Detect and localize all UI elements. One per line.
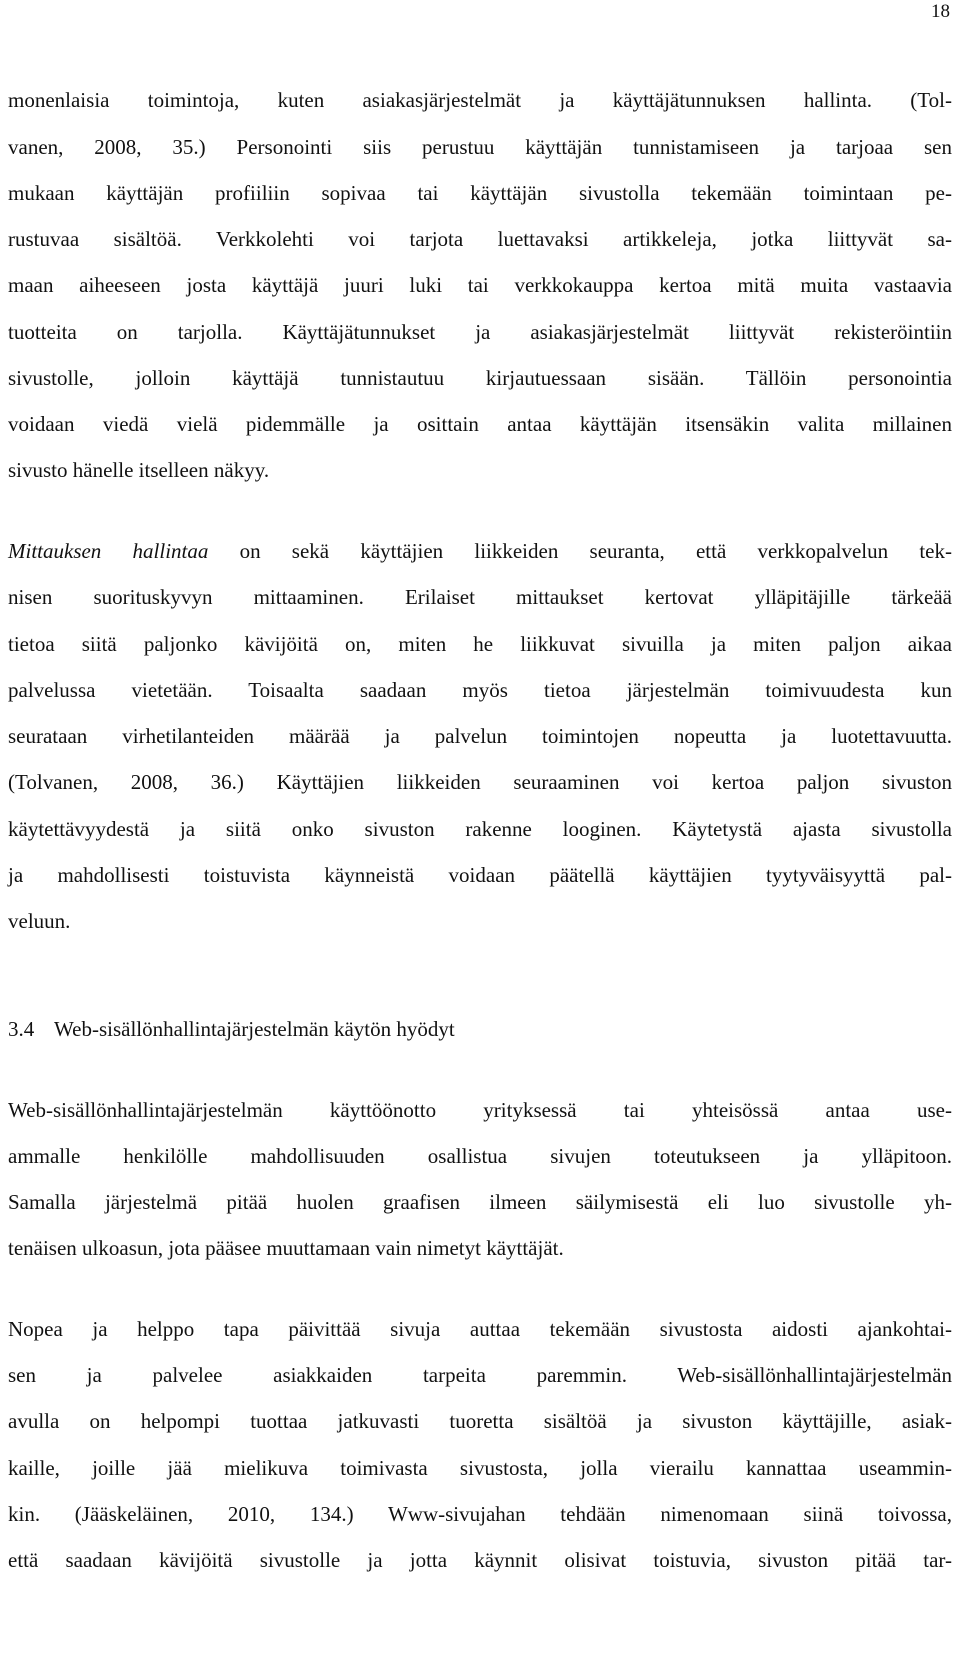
text-line: Nopea ja helppo tapa päivittää sivuja auttaa tekemään sivustosta aidosti ajankohtai- — [8, 1317, 952, 1341]
text-line: palvelussa vietetään. Toisaalta saadaan myös tietoa järjestelmän toimivuudesta kun — [8, 678, 952, 702]
text-line: sen ja palvelee asiakkaiden tarpeita paremmin. Web-sisällönhallintajärjestelmän — [8, 1363, 952, 1387]
text-line: vanen, 2008, 35.) Personointi siis perustuu käyttäjän tunnistamiseen ja tarjoaa sen — [8, 135, 952, 159]
text-line: monenlaisia toimintoja, kuten asiakasjärjestelmät ja käyttäjätunnuksen hallinta. (Tol- — [8, 88, 952, 112]
section-number: 3.4 — [8, 1017, 35, 1041]
text-line: seurataan virhetilanteiden määrää ja palvelun toimintojen nopeutta ja luotettavuutta. — [8, 724, 952, 748]
text-line: ja mahdollisesti toistuvista käynneistä voidaan päätellä käyttäjien tyytyväisyyttä pal- — [8, 863, 952, 887]
section-title: Web-sisällönhallintajärjestelmän käytön hyödyt — [54, 1017, 455, 1041]
text-line: mukaan käyttäjän profiiliin sopivaa tai käyttäjän sivustolla tekemään toimintaan pe- — [8, 181, 952, 205]
text-line: käytettävyydestä ja siitä onko sivuston rakenne looginen. Käytetystä ajasta sivustolla — [8, 817, 952, 841]
text-line: että saadaan kävijöitä sivustolle ja jotta käynnit olisivat toistuvia, sivuston pitää tar- — [8, 1548, 952, 1572]
text-line: sivustolle, jolloin käyttäjä tunnistautuu kirjautuessaan sisään. Tällöin personointia — [8, 366, 952, 390]
text-line: maan aiheeseen josta käyttäjä juuri luki tai verkkokauppa kertoa mitä muita vastaavia — [8, 273, 952, 297]
text-line: sivusto hänelle itselleen näkyy. — [8, 458, 270, 482]
italic-term: Mittauksen hallintaa — [8, 539, 209, 563]
text-line: Web-sisällönhallintajärjestelmän käyttöönotto yrityksessä tai yhteisössä antaa use- — [8, 1098, 952, 1122]
section-heading — [8, 1015, 455, 1043]
text-line — [8, 537, 952, 565]
text-line: Samalla järjestelmä pitää huolen graafisen ilmeen säilymisestä eli luo sivustolle yh- — [8, 1190, 952, 1214]
text-line: rustuvaa sisältöä. Verkkolehti voi tarjota luettavaksi artikkeleja, jotka liittyvät sa- — [8, 227, 952, 251]
text-line: (Tolvanen, 2008, 36.) Käyttäjien liikkeiden seuraaminen voi kertoa paljon sivuston — [8, 770, 952, 794]
text-line: avulla on helpompi tuottaa jatkuvasti tuoretta sisältöä ja sivuston käyttäjille, asiak- — [8, 1409, 952, 1433]
text-line: tenäisen ulkoasun, jota pääsee muuttamaan vain nimetyt käyttäjät. — [8, 1236, 564, 1260]
text-line: nisen suorituskyvyn mittaaminen. Erilaiset mittaukset kertovat ylläpitäjille tärkeää — [8, 585, 952, 609]
text-line: voidaan viedä vielä pidemmälle ja osittain antaa käyttäjän itsensäkin valita millainen — [8, 412, 952, 436]
text-span: on sekä käyttäjien liikkeiden seuranta, että verkkopalvelun tek- — [208, 539, 953, 563]
text-line: ammalle henkilölle mahdollisuuden osallistua sivujen toteutukseen ja ylläpitoon. — [8, 1144, 952, 1168]
text-line: tuotteita on tarjolla. Käyttäjätunnukset ja asiakasjärjestelmät liittyvät rekisteröintiin — [8, 320, 952, 344]
text-line: veluun. — [8, 909, 71, 933]
text-line: kaille, joille jää mielikuva toimivasta sivustosta, jolla vierailu kannattaa useammin- — [8, 1456, 952, 1480]
text-line: kin. (Jääskeläinen, 2010, 134.) Www-sivujahan tehdään nimenomaan siinä toivossa, — [8, 1502, 952, 1526]
text-line: tietoa siitä paljonko kävijöitä on, miten he liikkuvat sivuilla ja miten paljon aikaa — [8, 632, 952, 656]
page-number: 18 — [931, 1, 950, 22]
